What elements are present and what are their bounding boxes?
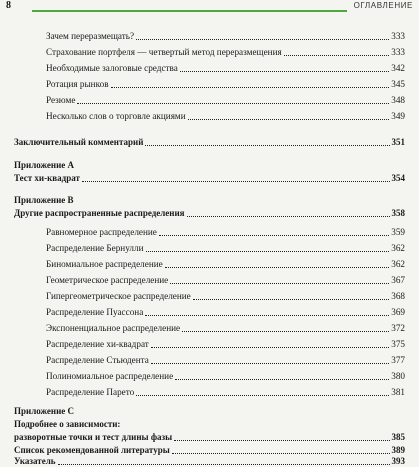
toc-entry-title: Геометрическое распределение [46,275,169,285]
toc-entry-title: Распределение Бернулли [46,243,144,253]
leader-dots [174,439,389,441]
toc-entry-title: Распределение Стьюдента [46,355,149,365]
toc-entry[interactable] [46,62,405,74]
leader-dots [82,180,390,182]
toc-entry-page: 377 [391,355,405,365]
toc-entry[interactable] [46,290,405,302]
toc-entry-page: 333 [391,31,405,41]
appendix-heading [14,405,405,417]
leader-dots [145,314,389,316]
toc-entry[interactable] [46,274,405,286]
toc-entry-page: 359 [391,227,405,237]
toc-entry-title: Страхование портфеля — четвертый метод переразмещения [46,47,282,57]
toc-entry-page: 375 [391,339,405,349]
toc-entry-page: 385 [391,432,405,442]
toc-entry-title: Гипергеометрическое распределение [46,291,191,301]
page-header [0,0,419,14]
leader-dots [180,70,389,72]
toc-entry-title: Зачем переразмещать? [46,31,135,41]
appendix-heading [14,194,405,206]
toc-entry-title: Распределение хи-квадрат [46,339,149,349]
toc-entry-title: Другие распространенные распределения [14,208,185,218]
toc-entry-title: Биномиальное распределение [46,259,163,269]
leader-dots [151,346,389,348]
toc-entry-title: Необходимые залоговые средства [46,63,178,73]
toc-entry-page: 342 [391,63,405,73]
toc-entry-title: Подробнее о зависимости: [14,419,121,429]
toc-entry-page: 389 [391,445,405,455]
toc-entry-page: 351 [391,137,405,147]
toc-entry-title: Указатель [14,456,56,466]
leader-dots [58,463,390,465]
toc-entry-title: Резюме [46,95,76,105]
toc-entry[interactable] [46,94,405,106]
toc-entry[interactable] [14,431,405,443]
leader-dots [165,266,389,268]
toc-entry-title: Распределение Пуассона [46,307,144,317]
toc-entry-title: Равномерное распределение [46,227,157,237]
leader-dots [175,378,389,380]
toc-entry[interactable] [46,242,405,254]
toc-entry-title: Тест хи-квадрат [14,173,80,183]
toc-entry[interactable] [14,207,405,219]
toc-entry[interactable] [46,30,405,42]
toc-entry-page: 345 [391,79,405,89]
header-rule [32,10,347,12]
toc-entry-page: 362 [391,259,405,269]
toc-entry-title: Полиномиальное распределение [46,371,174,381]
toc-entry-title: Список рекомендованной литературы [14,445,170,455]
leader-dots [136,394,389,396]
toc-entry-title: разворотные точки и тест длины фазы [14,432,173,442]
toc-entry-page: 368 [391,291,405,301]
page-number: 8 [6,0,11,11]
toc-entry-page: 372 [391,323,405,333]
toc-entry-title: Ротация рынков [46,79,109,89]
toc-entry-page: 369 [391,307,405,317]
toc-entry[interactable] [14,172,405,184]
toc-entry-page: 348 [391,95,405,105]
toc-entry-title: Приложение А [14,160,75,170]
toc-entry-page: 367 [391,275,405,285]
toc-subheading [14,418,405,430]
leader-dots [146,250,390,252]
leader-dots [145,144,389,146]
toc-entry-title: Заключительный комментарий [14,137,144,147]
toc-entry[interactable] [46,354,405,366]
toc-entry[interactable] [46,226,405,238]
toc-entry[interactable] [46,370,405,382]
toc-entry-title: Экспоненциальное распределение [46,323,181,333]
toc-entry[interactable] [46,110,405,122]
toc-entry[interactable] [46,386,405,398]
leader-dots [159,234,389,236]
toc-entry[interactable] [46,306,405,318]
leader-dots [151,362,389,364]
toc-entry[interactable] [46,46,405,58]
leader-dots [193,298,389,300]
toc-entry-page: 381 [391,387,405,397]
toc-entry-page: 349 [391,111,405,121]
toc-entry-page: 380 [391,371,405,381]
running-title: ОГЛАВЛЕНИЕ [353,1,413,10]
toc-entry-title: Приложение В [14,195,74,205]
leader-dots [77,102,389,104]
toc-entry-page: 333 [391,47,405,57]
toc-entry-page: 362 [391,243,405,253]
toc-entry-page: 393 [391,456,405,466]
leader-dots [188,118,390,120]
toc-entry-title: Несколько слов о торговле акциями [46,111,186,121]
leader-dots [111,86,390,88]
leader-dots [187,215,390,217]
toc-entry[interactable] [14,455,405,467]
toc-entry[interactable] [46,322,405,334]
leader-dots [170,282,389,284]
leader-dots [136,38,389,40]
toc-entry-page: 354 [391,173,405,183]
toc-entry-title: Приложение С [14,406,75,416]
toc-entry[interactable] [14,136,405,148]
appendix-heading [14,159,405,171]
leader-dots [284,54,389,56]
toc-entry[interactable] [46,258,405,270]
leader-dots [182,330,389,332]
leader-dots [172,452,390,454]
toc-entry-title: Распределение Парето [46,387,135,397]
toc-entry[interactable] [46,78,405,90]
toc-entry[interactable] [46,338,405,350]
toc-entry-page: 358 [391,208,405,218]
